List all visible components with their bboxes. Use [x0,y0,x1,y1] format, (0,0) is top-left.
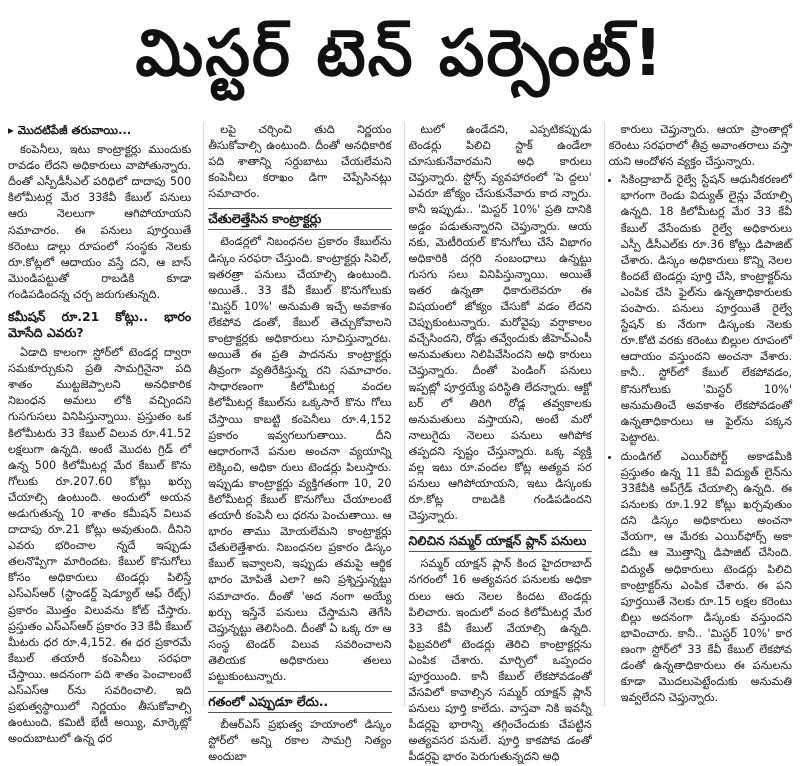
bullet-list [609,172,792,706]
subheading: నిలిచిన సమ్మర్ యాక్షన్ ప్లాన్ పనులు [409,530,592,552]
paragraph: కారులు చెప్తున్నారు. ఆయా ప్రాంతాల్లో కరెంటు సరఫరాలో తీవ్ర అవాంతరాలు వస్తా యని ఆందోళన వ్యక్తం చేస్తున్నారు. [608,123,792,169]
paragraph: టులో ఉండేదని, ఎప్పటికప్పుడు టెండర్లు పిలిచి స్టాక్ ఉండేలా చూసుకునేవారమని అధి కారులు చెప్తున్నారు. స్టోర్స్ వ్యవహారంలో 'పె ద్దలు' ఎవరూ జోక్యం చేసుకునేవారు కాద న్నారు. కానీ ఇప్పుడు.. 'మిస్టర్ 10%' ప్రతి దానికి అడ్డం పడుతున్నారని చెప్తున్నారు. ఆయ నకు, మెటీరియల్ కొనుగోలు చేసే విభాగం అధికారికి దగ్గరి సంబంధాలు ఉన్నట్టు గుసగు సలు వినిపిస్తున్నాయి. అయితే ఇతర ఉన్నతా ధికారులెవరూ ఈ విషయంలో జోక్యం చేసుకో వడం లేదని చెప్పుకుంటున్నారు. మరోవైపు వర్షాకాలం వచ్చేసిందని, రోడ్లు తవ్వేందుకు జీహెచ్ఎంసీ అనుమతులు నిలిపివేసిందని అధి కారులు చెప్తున్నారు. దీంతో పెండింగ్ పనులు ఇప్పట్లో పూర్తయ్యే పరిస్థితి లేదన్నారు. ఆక్టో బర్ లో తిరిగి రోడ్ల తవ్వకాలకు అనుమతులు వస్తాయని, అంటే మరో నాలుగైదు నెలలు పనులు ఆగిపోక తప్పదని స్పష్టం చేస్తున్నారు. ఒక్క వ్యక్తి వల్ల ఇటు రూ.వందల కోట్ల అత్యవ సర పనులు ఆగిపోయాయని, ఇటు డిస్కంకు రూ.కోట్ల రాబడికి గండిపడిందని చెప్తున్నారు. [408,123,592,523]
list-item: • సికింద్రాబాద్ రైల్వే స్టేషన్ ఆధునీకరణలో భాగంగా రెండు విద్యుత్ లైన్లు వేయాల్సి ఉన్నది. 18 కిలోమీటర్ల మేర 33 కేవీ కేబుల్ వేసేందుకు రైల్వే అధికారులు ఎస్పీ డీసీఎల్‌కు రూ.36 కోట్లు డిపాజిట్ చేశారు. డిస్కం అధికారులు కొన్ని నెలల కిందటే టెండర్లు పూర్తి చేసి, కాంట్రాక్టర్‌ను ఎంపిక చేసి ఫైల్‌ను ఉన్నతాధికారులకు పంపారు. పనులు పూర్తయితే రైల్వే స్టేషన్ కు నేరుగా డిస్కంకు నెలకు రూ.కోటి వరకు కరెంటు బిల్లుల రూపంలో ఆదాయం వస్తుందని అంచనా వేశారు. కానీ.. స్టోర్‌లో కేబుల్ లేకపోవడం, కొనుగోలుకు 'మిస్టర్ 10%' అనుమతించే అవకాశం లేకపోవడంతో ఉన్నతాధికారులు ఆ ఫైల్‌ను పక్కన పెట్టారట. [621,172,792,446]
headline: మిస్టర్ టెన్ పర్సెంట్! [135,17,665,91]
arrow-right-icon: ▸ [8,123,14,137]
column-1 [8,122,192,746]
column-2 [203,122,392,764]
jump-line [8,122,191,138]
subheading: గతంలో ఎప్పుడూ లేదు.. [208,691,391,713]
paragraph: బీఆర్ఎస్ ప్రభుత్వ హయాంలో డిస్కం స్టోర్‌లో అన్ని రకాల సామగ్రి నిత్యం అందుబా [208,718,392,764]
subheading: కమీషన్ రూ.21 కోట్లు.. భారం మోసేది ఎవరు? [8,309,192,341]
paragraph: టెండర్లలో నిబంధనల ప్రకారం కేబుల్‌ను డిస్కం సరఫరా చేస్తుంది. కాంట్రాక్టర్లు సివిల్, ఇతరత్రా పనులు చేయాల్సి ఉంటుంది. అయితే.. 33 కేవీ కేబుల్ కొనుగోలుకు 'మిస్టర్ 10%' అనుమతి ఇచ్చే అవకాశం లేకపోవ డంతో, కేబుల్ తెచ్చుకోవాలని కాంట్రాక్టర్లకు అధికారులు సూచిస్తున్నారట. అయితే ఈ ప్రతి పాదనను కాంట్రాక్టర్లు తీవ్రంగా వ్యతిరేకిస్తున్న రని సమాచారం. సాధారణంగా కిలోమీటర్ల వందల కిలోమీటర్ల కేబుల్‌ను ఒక్కసారే కొను గోలు చేస్తాయి కాబట్టి కంపెనీలు రూ.4,152 ప్రకారం ఇవ్వగలుగుతాయి. దీని ఆధారంగానే పనుల అంచనా వ్యయాన్ని లెక్కించి, అధికా రులు టెండర్లు పిలుస్తారు. ఇప్పుడు కాంట్రాక్టర్లు వ్యక్తిగతంగా 10, 20 కిలోమీటర్ల కేబుల్ కొనుగోలు చేయాలంటే తయారీ కంపెనీ లు ధరను పెంచుతాయి. ఆ భారం తాము మోయలేమని కాంట్రాక్టర్లు చేతులెత్తేశారు. నిబంధనల ప్రకారం డిస్కం కేబుల్ ఇవ్వాలని, ఇప్పుడు తమపై ఆర్థిక భారం మోపితే ఎలా? అని ప్రశ్నిస్తున్నట్టు సమాచారం. దీంతో 'అద నంగా అయ్యే ఖర్చు ఇస్తేనే పనులు చేస్తామని తెగేసి చెప్తున్నట్టు తెలిసింది. దీంతో ఏ ఒక్క రూ ఆ సంస్థ టెండర్ విలువ సవరించాలని తెలియక అధికారులు తలలు పట్టుకుంటున్నారు. [208,235,392,683]
paragraph: లపై చర్చించి తుది నిర్ణయం తీసుకోవాల్సి ఉంటుంది. దీంతో అనధికారిక పది శాతాన్ని సర్దుబాటు చేయలేమని కంపెనీలు కరాఖం డిగా చెప్పేసినట్లు సమాచారం. [208,123,392,201]
paragraph: ఏడాది కాలంగా స్టోర్‌లో టెండర్ల ద్వారా సమకూర్చుకుని ప్రతి సామగ్రినైనా పది శాతం ముట్టజెప్పాలని అనధికారిక నిబంధన అమలు లోకి వచ్చిందని గుసగుసలు వినిపిస్తున్నాయి. ప్రస్తుతం ఒక కిలోమీటరు 33 కేబుల్ విలువ రూ.41.52 లక్షలుగా ఉన్నది. అంటే మొదట గ్రిడ్ లో ఉన్న 500 కిలోమీటర్ల మేర కేబుల్ కొను గోలుకు రూ.207.60 కోట్లు ఖర్చు చేయాల్సి ఉంటుంది. అందులో అయన అడుగుతున్న 10 శాతం కమీషన్ విలువ దాదాపు రూ.21 కోట్లు అవుతుంది. దీనిని ఎవరు భరించాల న్నదే ఇప్పుడు తలనొప్పిగా మారిందట. కేబుల్ కొనుగోలు కోసం అధికారులు టెండర్లు పిలిస్తే ఎస్ఎస్ఆర్ (స్టాండర్డ్ షెడ్యూల్ ఆఫ్ రేట్స్) ప్రకారం మొత్తం విలువను కోట్ చేస్తారు. ప్రస్తుతం ఎస్ఎస్ఆర్ ప్రకారం 33 కేవీ కేబుల్ మీటరు ధర రూ.4,152. ఈ ధర ప్రకారమే కేబుల్ తయారీ కంపెనీలు సరఫరా చేస్తాయి. అదనంగా పది శాతం పెంచాలంటే ఎస్ఎస్ఆ ర్‌ను సవరించాలి. ఇది ప్రభుత్వస్థాయిలో నిర్ణయం తీసుకోవాల్సి ఉంటుంది. కమిటీ భేటీ అయ్యి, మార్కెట్లో అందుబాటులో ఉన్న ధర [8,346,192,746]
column-3 [404,122,592,764]
jump-label: మొదటిపేజీ తరువాయి... [17,123,132,137]
subheading: చేతులెత్తేసిన కాంట్రాక్టర్లు [208,208,391,230]
paragraph: కంపెనీలు, ఇటు కాంట్రాక్టర్లు ముందుకు రావడం లేదని అధికారులు వాపోతున్నారు. దీంతో ఎస్పీడీసీఎల్ పరిధిలో దాదాపు 500 కిలోమీటర్ల మేర 33కేవీ కేబుల్ పనులు ఆరు నెలలుగా ఆగిపోయాయని సమాచారం. ఈ పనులు పూర్తయితే కరెంటు డాల్లు రూపంలో సంస్థకు నెలకు రూ.కోట్లలో ఆదాయం వస్తే దని, ఆ బాస్ మొండిపట్టుతో రాబడికి కూడా గండిపడిందన్న చర్చ జరుగుతున్నది. [8,143,192,301]
list-item: • దుండిగల్ ఎయిర్‌పోర్ట్ అకాడమీకి ప్రస్తుతం ఉన్న 11 కేవీ విద్యుత్ లైన్‌ను 33కేవీకి అప్‌గ్రేడ్ చేయాల్సి ఉన్నది. ఈ పనులకు రూ.1.92 కోట్లు ఖర్చవుతుం దని డిస్కం అధికారులు అంచనా వేయగా, ఆ మేరకు ఎయిర్‌ఫోర్స్ అకా డమీ ఆ మొత్తాన్ని డిపాజిట్ చేసింది. విద్యుత్ అధికారులు టెండర్లు పిలిచి కాంట్రాక్టర్‌ను ఎంపిక చేశారు. ఈ పని పూర్తయితే నెలకు రూ.15 లక్షల కరెంటు బిల్లు అదనంగా డిస్కంకు వస్తుందని భావించారు. కానీ.. 'మిస్టర్ 10%' కార ణంగా స్టోర్‌లో 33 కేవీ కేబుల్ లేకపోవ డంతో ఉన్నతాధికారులు ఈ పనులను కూడా మొదలుపెట్టేందుకు అనుమతి ఇవ్వలేదని చెప్తున్నారు. [621,449,792,707]
column-4 [604,122,792,706]
article-columns [8,122,792,764]
paragraph: సమ్మర్ యాక్షన్ ప్లాన్ కింద హైదరాబాద్ నగరంలో 16 అత్యవసర పనులకు అధికా రులు ఆరు నెలల కిందట టెండర్లు పిలిచారు. ఇందులో వంద కిలోమీటర్ల మేర 33 కేవీ కేబుల్ వేయాల్సి ఉన్నది. ఫిబ్రవరిలో టెండర్లు తెరిచి కాంట్రాక్టర్లను ఎంపిక చేశారు. మార్చిలో ఒప్పందం పూర్తయింది. కానీ కేబుల్ లేకపోవడంతో వేసవిలో కావాల్సిన సమ్మర్ యాక్షన్ ప్లాన్ పనులు పూర్తి కాలేదు. వాస్తవా నికి ఇవన్నీ పీడర్లపై భారాన్ని తగ్గించేందుకు చేపట్టిన అత్యవసర పనులే. పూర్తి కాకపోవ డంతో పీడర్లపై భారం పెరుగుతున్నదని అధి [408,557,592,764]
